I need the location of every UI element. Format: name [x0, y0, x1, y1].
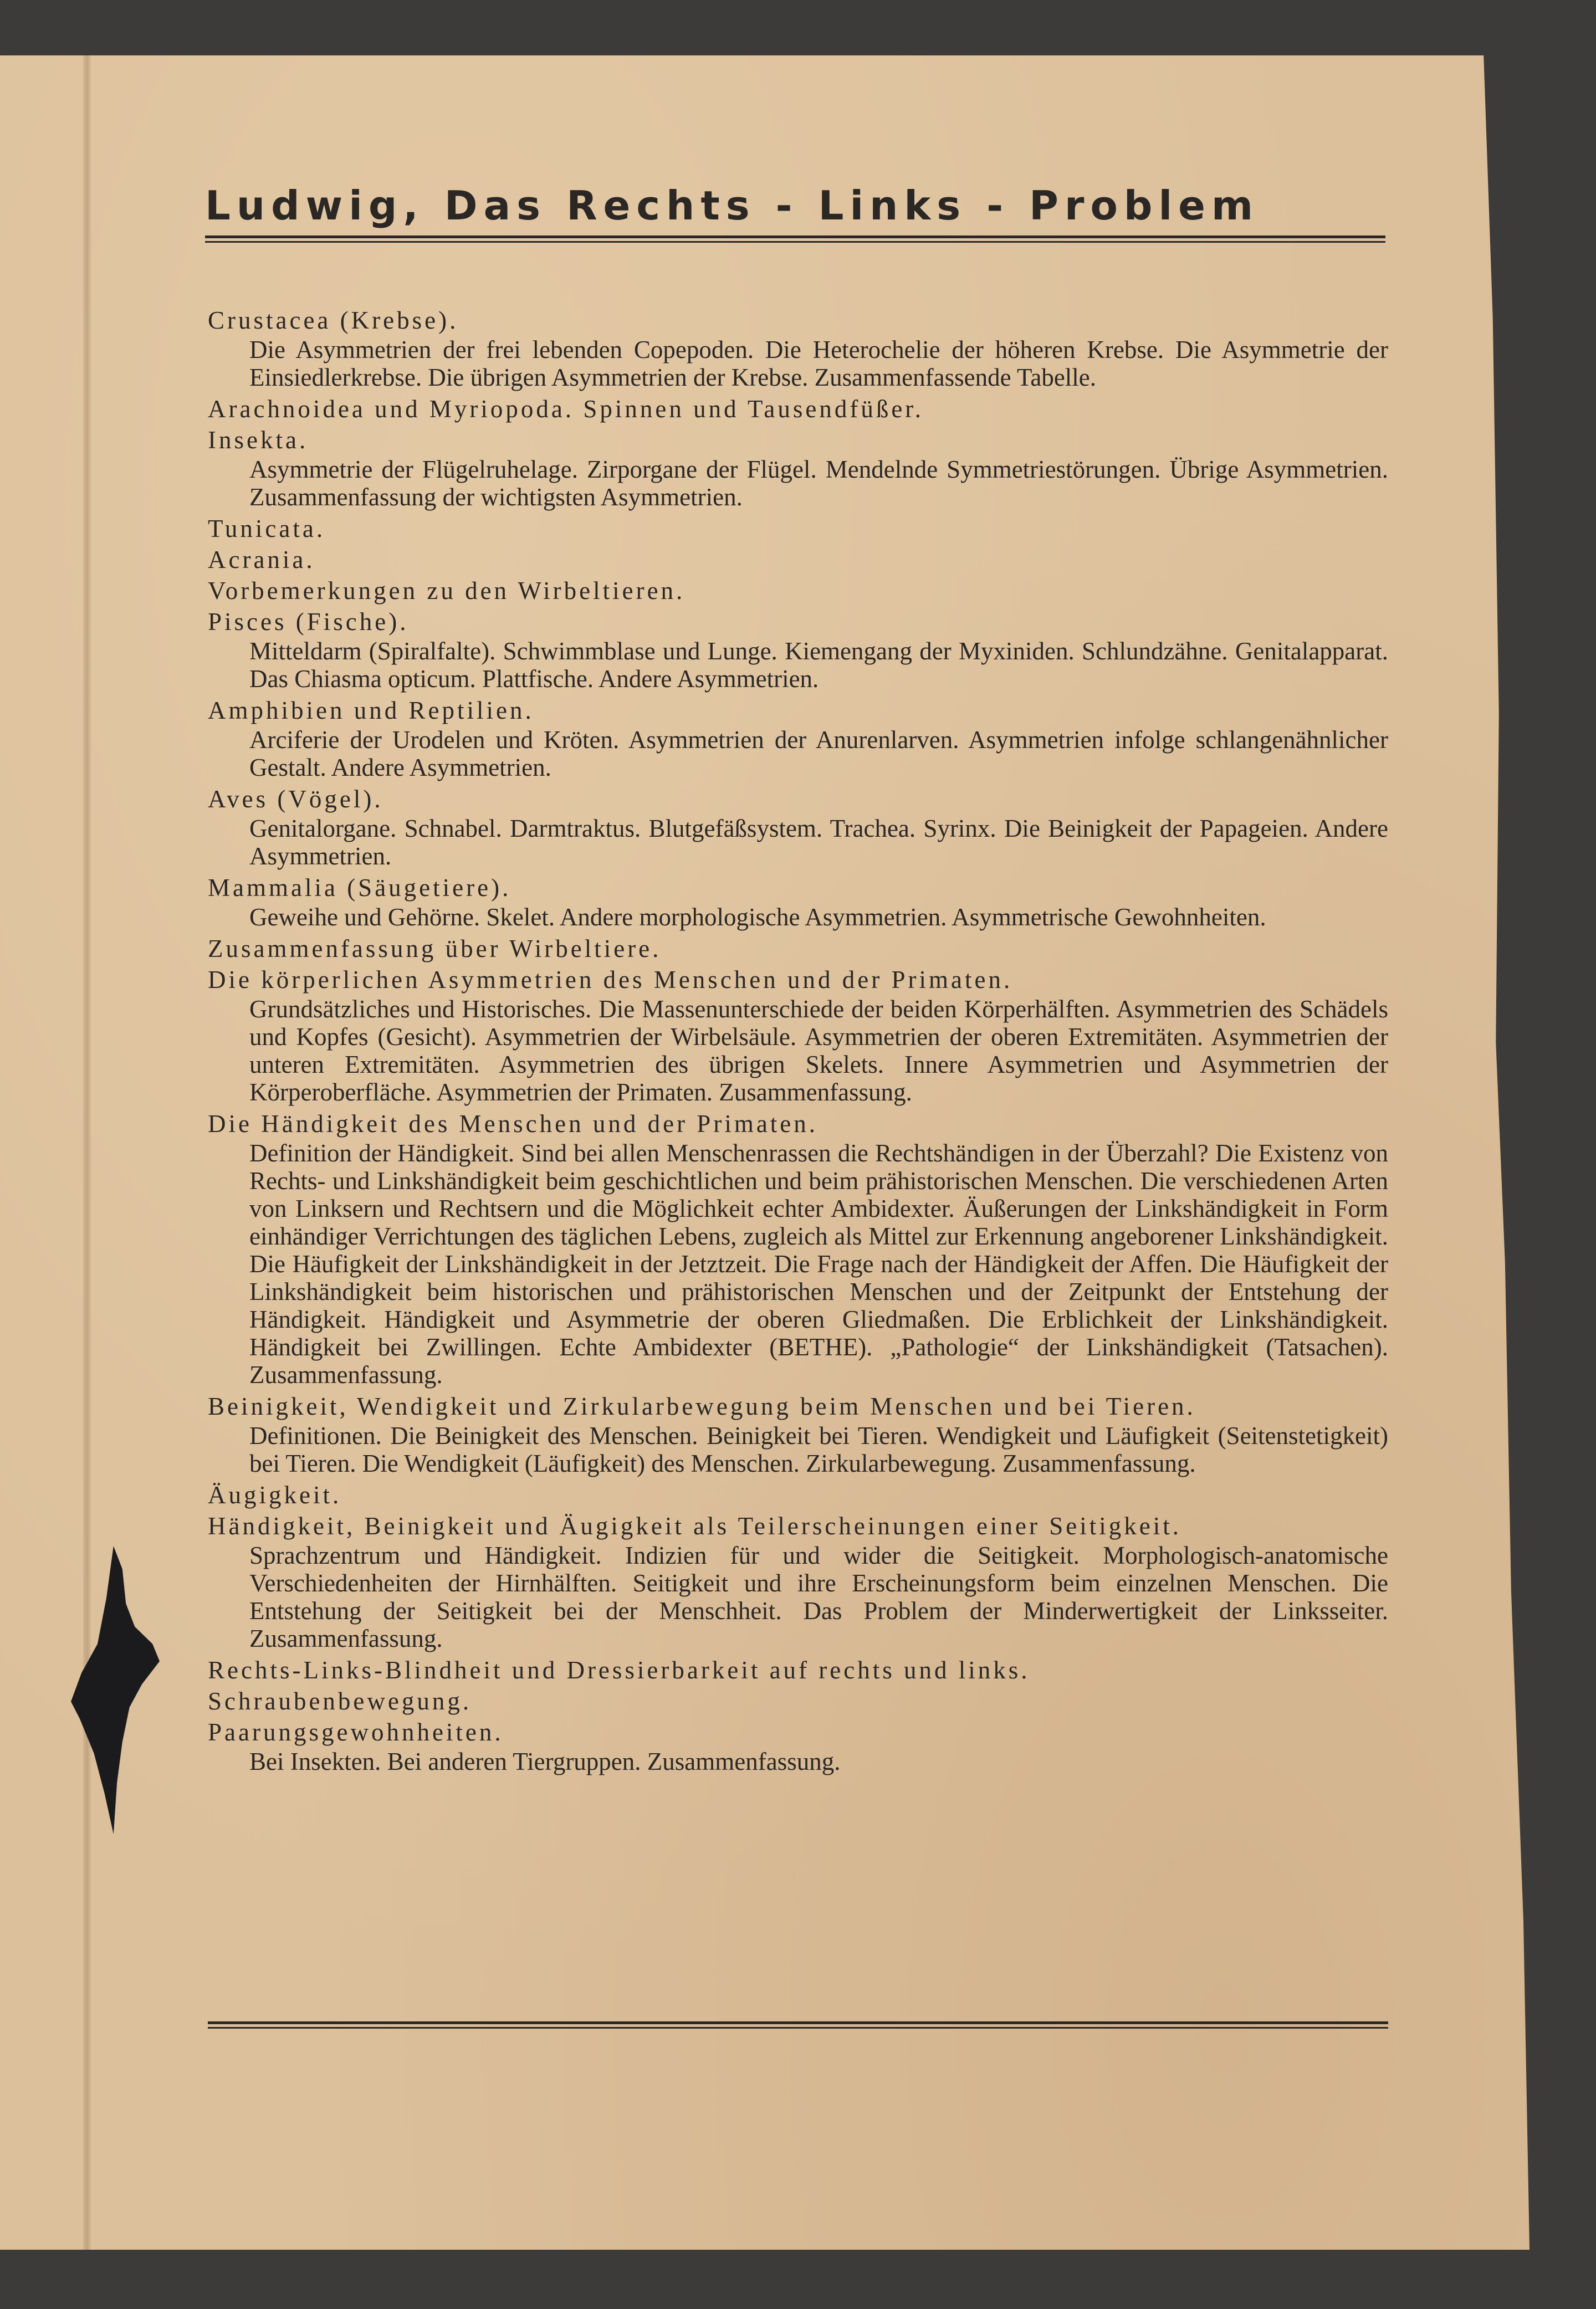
toc-entry [208, 1717, 1388, 1775]
toc-entry [208, 606, 1388, 693]
toc-heading: Rechts-Links-Blindheit und Dressierbarkeit auf rechts und links. [208, 1656, 1030, 1684]
toc-heading: Aves (Vögel). [208, 785, 383, 813]
toc-heading: Beinigkeit, Wendigkeit und Zirkularbewegung beim Menschen und bei Tieren. [208, 1392, 1196, 1420]
toc-entry [208, 1108, 1388, 1389]
page-title: Ludwig, Das Rechts - Links - Problem [205, 182, 1259, 229]
page-fold [83, 55, 91, 2250]
toc-heading: Die Händigkeit des Menschen und der Primaten. [208, 1110, 819, 1138]
toc-entry [208, 1479, 1388, 1511]
toc-entry [208, 964, 1388, 1106]
footer-rule [208, 2021, 1388, 2029]
toc-description: Arciferie der Urodelen und Kröten. Asymmetrien der Anurenlarven. Asymmetrien infolge schlangenähnlicher Gestalt. Andere Asymmetrien. [249, 726, 1388, 781]
toc-entry [208, 933, 1388, 964]
header-rule [205, 235, 1385, 243]
toc-entry [208, 784, 1388, 870]
toc-entry [208, 513, 1388, 544]
toc-heading: Händigkeit, Beinigkeit und Äugigkeit als Teilerscheinungen einer Seitigkeit. [208, 1512, 1181, 1540]
toc-description: Die Asymmetrien der frei lebenden Copepoden. Die Heterochelie der höheren Krebse. Die Asymmetrie der Einsiedlerkrebse. Die übrigen Asymmetrien der Krebse. Zusammenfassende Tabelle. [249, 336, 1388, 391]
toc-entry [208, 872, 1388, 931]
toc-heading: Insekta. [208, 426, 309, 454]
toc-entry [208, 575, 1388, 606]
table-of-contents [208, 305, 1388, 1778]
toc-entry [208, 1391, 1388, 1477]
toc-heading: Paarungsgewohnheiten. [208, 1718, 504, 1746]
toc-entry [208, 544, 1388, 575]
toc-heading: Mammalia (Säugetiere). [208, 874, 511, 902]
toc-description: Grundsätzliches und Historisches. Die Massenunterschiede der beiden Körperhälften. Asymmetrien des Schädels und Kopfes (Gesicht). Asymmetrien der Wirbelsäule. Asymmetrien der oberen Extremitäten. Asymmetrien der unteren Extremitäten. Asymmetrien des übrigen Skelets. Innere Asymmetrien und Asymmetrien der Körperoberfläche. Asymmetrien der Primaten. Zusammenfassung. [249, 995, 1388, 1106]
toc-entry [208, 1511, 1388, 1652]
toc-heading: Arachnoidea und Myriopoda. Spinnen und Tausendfüßer. [208, 395, 924, 423]
toc-heading: Acrania. [208, 546, 315, 574]
toc-description: Definition der Händigkeit. Sind bei allen Menschenrassen die Rechtshändigen in der Überzahl? Die Existenz von Rechts- und Linkshändigkeit beim geschichtlichen und beim prähistorischen Menschen. Die verschiedenen Arten von Linksern und Rechtsern und die Möglichkeit echter Ambidexter. Äußerungen der Linkshändigkeit in Form einhändiger Verrichtungen des täglichen Lebens, zugleich als Mittel zur Erkennung angeborener Linkshändigkeit. Die Häufigkeit der Linkshändigkeit in der Jetztzeit. Die Frage nach der Händigkeit der Affen. Die Häufigkeit der Linkshändigkeit beim historischen und prähistorischen Menschen und der Zeitpunkt der Entstehung der Händigkeit. Händigkeit und Asymmetrie der oberen Gliedmaßen. Die Erblichkeit der Linkshändigkeit. Händigkeit bei Zwillingen. Echte Ambidexter (BETHE). „Pathologie“ der Linkshändigkeit (Tatsachen). Zusammenfassung. [249, 1139, 1388, 1389]
toc-entry [208, 1686, 1388, 1717]
toc-heading: Pisces (Fische). [208, 608, 409, 636]
toc-heading: Vorbemerkungen zu den Wirbeltieren. [208, 577, 686, 605]
toc-heading: Tunicata. [208, 515, 326, 542]
running-header [205, 182, 1385, 243]
toc-entry [208, 305, 1388, 391]
toc-description: Bei Insekten. Bei anderen Tiergruppen. Zusammenfassung. [249, 1748, 841, 1775]
toc-heading: Amphibien und Reptilien. [208, 697, 534, 724]
toc-entry [208, 424, 1388, 511]
toc-heading: Crustacea (Krebse). [208, 306, 459, 334]
toc-description: Genitalorgane. Schnabel. Darmtraktus. Blutgefäßsystem. Trachea. Syrinx. Die Beinigkeit der Papageien. Andere Asymmetrien. [249, 815, 1388, 870]
toc-heading: Schraubenbewegung. [208, 1687, 472, 1715]
toc-entry [208, 393, 1388, 424]
toc-description: Sprachzentrum und Händigkeit. Indizien für und wider die Seitigkeit. Morphologisch-anatomische Verschiedenheiten der Hirnhälften. Seitigkeit und ihre Erscheinungsform beim einzelnen Menschen. Die Entstehung der Seitigkeit bei der Menschheit. Das Problem der Minderwertigkeit der Linksseiter. Zusammenfassung. [249, 1542, 1388, 1652]
toc-entry [208, 1655, 1388, 1686]
toc-description: Geweihe und Gehörne. Skelet. Andere morphologische Asymmetrien. Asymmetrische Gewohnheiten. [249, 903, 1266, 931]
toc-description: Mitteldarm (Spiralfalte). Schwimmblase und Lunge. Kiemengang der Myxiniden. Schlundzähne. Genitalapparat. Das Chiasma opticum. Plattfische. Andere Asymmetrien. [249, 637, 1388, 693]
toc-entry [208, 695, 1388, 781]
toc-heading: Äugigkeit. [208, 1481, 342, 1509]
toc-description: Definitionen. Die Beinigkeit des Menschen. Beinigkeit bei Tieren. Wendigkeit und Läufigkeit (Seitenstetigkeit) bei Tieren. Die Wendigkeit (Läufigkeit) des Menschen. Zirkularbewegung. Zusammenfassung. [249, 1422, 1388, 1477]
toc-heading: Die körperlichen Asymmetrien des Menschen und der Primaten. [208, 966, 1013, 994]
toc-heading: Zusammenfassung über Wirbeltiere. [208, 935, 662, 962]
toc-description: Asymmetrie der Flügelruhelage. Zirporgane der Flügel. Mendelnde Symmetriestörungen. Übrige Asymmetrien. Zusammenfassung der wichtigsten Asymmetrien. [249, 455, 1388, 511]
